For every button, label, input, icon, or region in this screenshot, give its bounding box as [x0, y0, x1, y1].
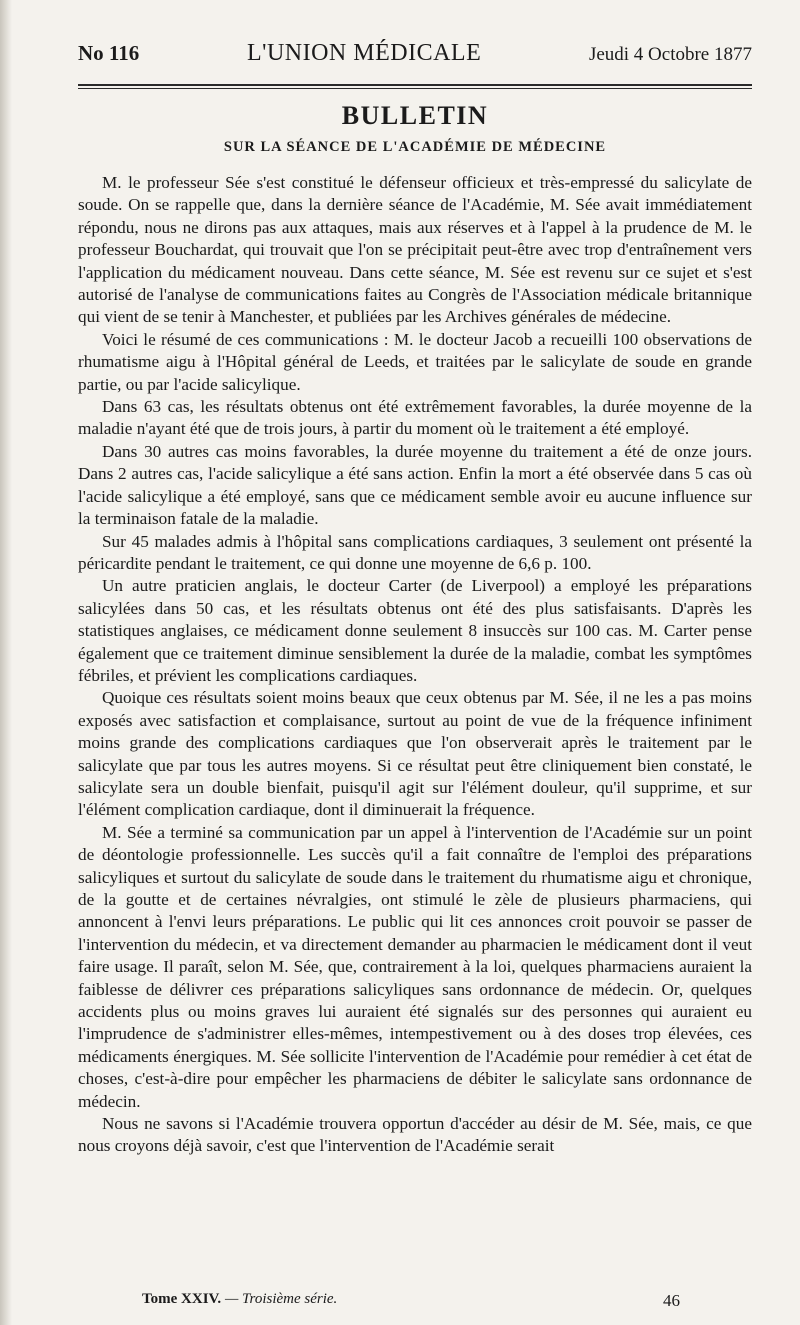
header-rule — [78, 84, 752, 86]
printer-signature — [142, 1291, 337, 1311]
journal-title: L'UNION MÉDICALE — [246, 40, 482, 66]
paragraph: Un autre praticien anglais, le docteur Carter (de Liverpool) a employé les préparations salicylées dans 50 cas, et les résultats obtenus ont été des plus satisfaisants. D'après les statistiques anglaises, ce médicament donne seulement 8 insuccès sur 100 cas. M. Carter pense également que ce traitement diminue sensiblement la durée de la maladie, combat les symptômes fébriles, et prévient les complications cardiaques. — [78, 576, 752, 685]
page-binding-edge — [0, 0, 12, 1325]
paragraph: Dans 30 autres cas moins favorables, la durée moyenne du traitement a été de onze jours. Dans 2 autres cas, l'acide salicylique a été sans action. Enfin la mort a été observée dans 5 cas où l'acide salicylique a été employé, sans que ce médicament semble avoir eu aucune influence sur la terminaison fatale de la maladie. — [78, 441, 752, 529]
page-footer — [142, 1291, 680, 1311]
paragraph: Voici le résumé de ces communications : M. le docteur Jacob a recueilli 100 observations de rhumatisme aigu à l'Hôpital général de Leeds, et traitées par le salicylate de soude en grande partie, ou par l'acide salicylique. — [78, 329, 752, 394]
volume-label: Tome XXIV. — [142, 1291, 222, 1307]
paragraph: Dans 63 cas, les résultats obtenus ont été extrêmement favorables, la durée moyenne de la maladie n'ayant été que de trois jours, à partir du moment où le traitement a été employé. — [78, 397, 752, 439]
issue-date: Jeudi 4 Octobre 1877 — [588, 44, 752, 65]
page-number: 46 — [663, 1291, 680, 1310]
running-header — [78, 40, 752, 80]
series-label: — Troisième série. — [224, 1291, 338, 1307]
header-rule-thin — [78, 88, 752, 89]
article-body — [78, 172, 752, 1158]
paragraph: M. Sée a terminé sa communication par un appel à l'intervention de l'Académie sur un point de déontologie professionnelle. Les succès qu'il a fait connaître de l'emploi des préparations salicyliques et surtout du salicylate de soude dans le traitement du rhumatisme aigu et chronique, de la goutte et de certaines névralgies, ont stimulé le zèle de plusieurs pharmaciens, qui annoncent à l'envi leurs préparations. Le public qui lit ces annonces croit pouvoir se passer de l'intervention du médecin, et va directement demander au pharmacien le médicament dont il veut faire usage. Il paraît, selon M. Sée, que, contrairement à la loi, quelques pharmaciens auraient la faiblesse de délivrer ces préparations salicyliques sans ordonnance de médecin. Or, quelques accidents plus ou moins graves lui auraient été signalés sur des personnes qui auraient eu l'imprudence de s'administrer elles-mêmes, intempestivement ou à des doses trop élevées, ces médicaments énergiques. M. Sée sollicite l'intervention de l'Académie pour remédier à cet état de choses, c'est-à-dire pour empêcher les pharmaciens de débiter le salicylate sans ordonnance de médecin. — [78, 822, 752, 1111]
section-title: BULLETIN — [341, 101, 489, 130]
issue-number: No 116 — [78, 41, 140, 65]
paragraph: Sur 45 malades admis à l'hôpital sans complications cardiaques, 3 seulement ont présenté la péricardite pendant le traitement, ce qui donne une moyenne de 6,6 p. 100. — [78, 531, 752, 573]
section-subtitle: SUR LA SÉANCE DE L'ACADÉMIE DE MÉDECINE — [223, 139, 607, 155]
paragraph: Nous ne savons si l'Académie trouvera opportun d'accéder au désir de M. Sée, mais, ce que nous croyons déjà savoir, c'est que l'intervention de l'Académie serait — [78, 1114, 752, 1156]
paragraph: Quoique ces résultats soient moins beaux que ceux obtenus par M. Sée, il ne les a pas moins exposés avec satisfaction et complaisance, surtout au point de vue de la fréquence infiniment moins grande des complications cardiaques que l'on observerait après le traitement par le salicylate que par tous les autres moyens. Si ce résultat peut être cliniquement bien constaté, le salicylate sera un double bienfait, puisqu'il agit sur l'élément douleur, qu'il supprime, et sur l'élément complication cardiaque, dont il diminuerait la fréquence. — [78, 688, 752, 820]
paragraph: M. le professeur Sée s'est constitué le défenseur officieux et très-empressé du salicylate de soude. On se rappelle que, dans la dernière séance de l'Académie, M. Sée avait immédiatement répondu, nous ne dirons pas aux attaques, mais aux réserves et à l'appel à la prudence de M. le professeur Bouchardat, qui trouvait que l'on se précipitait peut-être avec trop d'entraînement vers l'application du médicament nouveau. Dans cette séance, M. Sée est revenu sur ce sujet et s'est autorisé de l'analyse de communications faites au Congrès de l'Association médicale britannique qui vient de se tenir à Manchester, et publiées par les Archives générales de médecine. — [78, 173, 752, 327]
